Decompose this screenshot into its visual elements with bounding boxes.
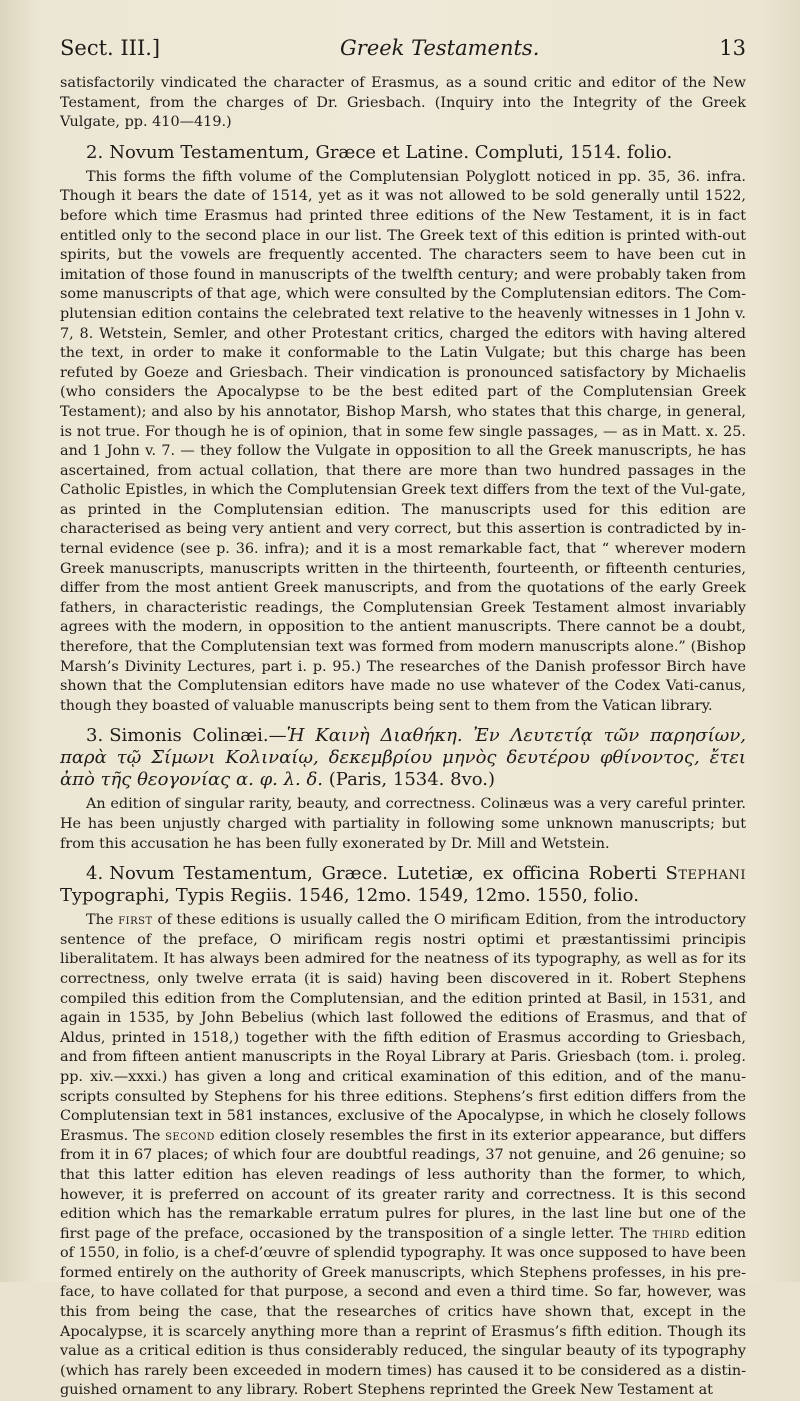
entry-4-printer: Stephani: [665, 863, 746, 885]
entry-2-number: 2.: [86, 141, 104, 163]
entry-4-second-label: second: [165, 1127, 215, 1144]
entry-2-body: This forms the fifth volume of the Complutensian Polyglott noticed in pp. 35, 36. infra. Though it bears the date of 1514, yet as it was not allowed to be sold generally until 1522, before which time Erasmus had printed three editions of the New Testament, it is in fact entitled only to the second place in our list. The Greek text of this edition is printed with-out spirits, but the vowels are frequently accented. The characters seem to have been cut in imitation of those found in manuscripts of the twelfth century; and were probably taken from some manuscripts of that age, which were consulted by the Complutensian editors. The Com-plutensian edition contains the celebrated text relative to the heavenly witnesses in 1 John v. 7, 8. Wetstein, Semler, and other Protestant critics, charged the editors with having altered the text, in order to make it conformable to the Latin Vulgate; but this charge has been refuted by Goeze and Griesbach. Their vindication is pronounced satisfactory by Michaelis (who considers the Apocalypse to be the best edited part of the Complutensian Greek Testament); and also by his annotator, Bishop Marsh, who states that this charge, in general, is not true. For though he is of opinion, that in some few single passages, — as in Matt. x. 25. and 1 John v. 7. — they follow the Vulgate in opposition to all the Greek manuscripts, he has ascertained, from actual collation, that there are more than two hundred passages in the Catholic Epistles, in which the Complutensian Greek text differs from the text of the Vul-gate, as printed in the Complutensian edition. The manuscripts used for this edition are characterised as being very antient and very correct, but this assertion is contradicted by in-ternal evidence (see p. 36. infra); and it is a most remarkable fact, that “ wherever modern Greek manuscripts, manuscripts written in the thirteenth, fourteenth, or fifteenth centuries, differ from the most antient Greek manuscripts, and from the quotations of the early Greek fathers, in characteristic readings, the Complutensian Greek Testament almost invariably agrees with the modern, in opposition to the antient manuscripts. There cannot be a doubt, therefore, that the Complutensian text was formed from modern manuscripts alone.” (Bishop Marsh’s Divinity Lectures, part i. p. 95.) The researches of the Danish professor Birch have shown that the Complutensian editors have made no use whatever of the Codex Vati-canus, though they boasted of valuable manuscripts being sent to them from the Vatican library.: [60, 168, 746, 714]
entry-4-third-label: third: [652, 1225, 690, 1242]
entry-3-title-imprint: (Paris, 1534. 8vo.): [328, 769, 496, 791]
entry-3-body: An edition of singular rarity, beauty, and correctness. Colinæus was a very careful printer. He has been unjustly charged with partiality in following some unknown manuscripts; but from this accusation he has been fully exonerated by Dr. Mill and Wetstein.: [60, 796, 746, 852]
entry-4-body: [60, 911, 746, 1401]
entry-4-text-2: of these editions is usually called the O mirificam Edition, from the introductory sentence of the preface, O mirificam regis nostri optimi et præstantissimi principis liberalitatem. It has always been admired for the neatness of its typography, as well as for its correctness, only twelve errata (it is said) having been discovered in it. Robert Stephens compiled this edition from the Complutensian, and the edition printed at Basil, in 1531, and again in 1535, by John Bebelius (which last followed the editions of Erasmus, and that of Aldus, printed in 1518,) together with the fifth edition of Erasmus according to Griesbach, and from fifteen antient manuscripts in the Royal Library at Paris. Griesbach (tom. i. proleg. pp. xiv.—xxxi.) has given a long and critical examination of this edition, and of the manu-scripts consulted by Stephens for his three editions. Stephens’s first edition differs from the Complutensian text in 581 instances, exclusive of the Apocalypse, in which he closely follows Erasmus. The: [60, 912, 746, 1144]
entry-3-number: 3.: [86, 725, 104, 747]
entry-4-heading: [60, 863, 746, 907]
entry-4-text-3: edition closely resembles the first in its exterior appearance, but differs from it in 67 places; of which four are doubtful readings, 37 not genuine, and 26 genuine; so that this latter edition has eleven readings of less authority than the former, to which, however, it is preferred on account of its greater rarity and correctness. It is this second edition which has the remarkable erratum pulres for plures, in the last line but one of the first page of the preface, occasioned by the transposition of a single letter. The: [60, 1127, 746, 1242]
entry-4-title-b: Typographi, Typis Regiis. 1546, 12mo. 1549, 12mo. 1550, folio.: [60, 885, 639, 907]
entry-4-text-4: edition of 1550, in folio, is a chef-d’œuvre of splendid typography. It was once supposed to have been formed entirely on the authority of Greek manuscripts, which Stephens professes, in his pre-face, to have collated for that purpose, a second and even a third time. So far, however, was this from being the case, that the researches of critics have shown that, except in the Apocalypse, it is scarcely anything more than a reprint of Erasmus’s fifth edition. Though its value as a critical edition is thus considerably reduced, the singular beauty of its typography (which has rarely been exceeded in modern times) has caused it to be considered as a distin-guished ornament to any library. Robert Stephens reprinted the Greek New Testament at: [60, 1225, 747, 1399]
running-title: Greek Testaments.: [340, 36, 540, 60]
entry-4-first-label: first: [118, 912, 153, 929]
entry-3-title-greek: Ἡ Καινὴ Διαθήκη. Ἐν Λευτετίᾳ τῶν παρησίων, παρὰ τῷ Σίμωνι Κολιναίῳ, δεκεμβρίου μηνὸς δευτέρου φθίνοντος, ἔτει ἀπὸ τῆς θεογονίας α. φ. λ. δ.: [60, 725, 746, 791]
page-number: 13: [719, 36, 746, 60]
entry-3-title-latin: Simonis Colinæi.—: [109, 725, 287, 747]
intro-paragraph: satisfactorily vindicated the character of Erasmus, as a sound critic and editor of the New Testament, from the charges of Dr. Griesbach. (Inquiry into the Integrity of the Greek Vulgate, pp. 410—419.): [60, 75, 746, 131]
entry-2-heading: [60, 142, 746, 164]
page-body: [60, 74, 746, 1401]
entry-3-heading: [60, 725, 746, 791]
running-header: [60, 36, 746, 60]
section-label: Sect. III.]: [60, 36, 161, 60]
entry-4-title-a: Novum Testamentum, Græce. Lutetiæ, ex officina Roberti: [109, 863, 657, 885]
entry-2-title: Novum Testamentum, Græce et Latine. Compluti, 1514. folio.: [109, 141, 673, 163]
entry-4-text-1: The: [86, 912, 114, 929]
entry-4-number: 4.: [86, 863, 104, 885]
